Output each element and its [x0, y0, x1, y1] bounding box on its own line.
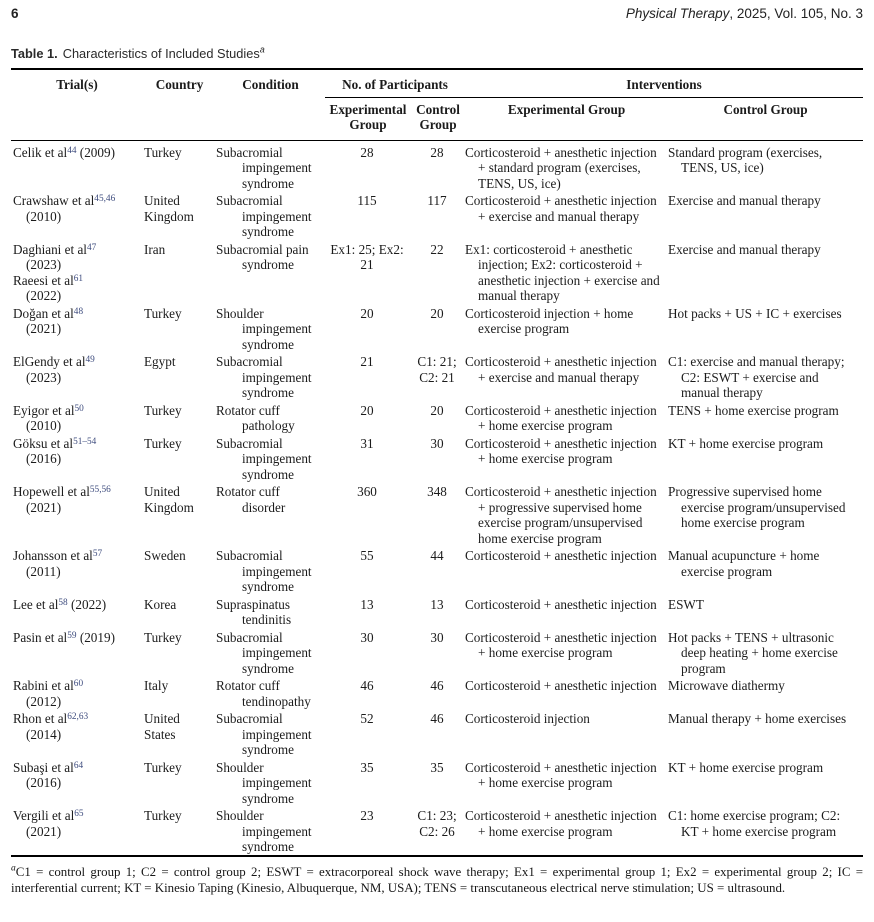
intervention-control-text: Standard program (exercises, TENS, US, ice): [668, 144, 823, 175]
trial-entry: Crawshaw et al$^{45,46}$ (2010): [13, 193, 116, 224]
trial-entry: ElGendy et al$^{49}$ (2023): [13, 354, 95, 385]
n-control-cell: 30: [430, 435, 444, 451]
condition-cell: [216, 434, 325, 483]
trial-cell: [11, 140, 143, 191]
country-cell: Turkey: [144, 435, 182, 451]
n-experimental-cell: 20: [360, 305, 374, 321]
n-control-cell: 46: [430, 711, 444, 726]
condition-cell: [216, 709, 325, 758]
intervention-experimental-text: Corticosteroid + anesthetic injection + home exercise program: [465, 629, 657, 660]
reference-superscript: 60: [73, 679, 84, 689]
n-experimental-cell: 360: [357, 484, 377, 499]
condition-cell: [216, 304, 325, 353]
n-control-cell: 35: [430, 759, 444, 775]
intervention-control-cell: [668, 191, 863, 240]
table-row: [11, 628, 863, 677]
intervention-control-cell: [668, 434, 863, 483]
intervention-experimental-cell: [465, 240, 668, 304]
reference-superscript: 61: [73, 273, 84, 284]
intervention-experimental-cell: [465, 304, 668, 353]
n-experimental-cell: 31: [360, 435, 374, 451]
n-experimental-cell: 55: [360, 548, 374, 563]
condition-cell: [216, 595, 325, 628]
intervention-control-text: Microwave diathermy: [668, 678, 785, 693]
table-row: [11, 758, 863, 807]
reference-superscript: 45,46: [94, 194, 116, 204]
n-control-cell: 28: [430, 144, 444, 160]
trial-entry: Pasin et al$^{59}$ (2019): [13, 629, 115, 645]
intervention-control-cell: [668, 806, 863, 856]
intervention-control-text: C1: home exercise program; C2: KT + home exercise program: [668, 808, 841, 839]
reference-superscript: 62,63: [67, 712, 89, 722]
table-row: [11, 806, 863, 856]
condition-cell: [216, 240, 325, 304]
intervention-experimental-cell: [465, 709, 668, 758]
intervention-control-text: KT + home exercise program: [668, 759, 824, 775]
trial-cell: [11, 758, 143, 807]
condition-text: Subacromial impingement syndrome: [216, 354, 312, 400]
condition-text: Supraspinatus tendinitis: [216, 596, 292, 627]
reference-superscript: 51–54: [73, 436, 97, 447]
n-control-cell: 44: [430, 548, 444, 563]
trial-entry: Celik et al$^{44}$ (2009): [13, 144, 115, 160]
n-experimental-cell: 35: [360, 759, 374, 775]
n-experimental-cell: 13: [360, 596, 374, 612]
n-control-cell: 348: [427, 484, 447, 499]
reference-superscript: 65: [74, 809, 84, 819]
condition-cell: [216, 352, 325, 401]
country-cell: Iran: [144, 241, 166, 257]
intervention-control-cell: [668, 140, 863, 191]
country-cell: United States: [144, 711, 180, 742]
intervention-control-cell: [668, 628, 863, 677]
intervention-control-text: Manual acupuncture + home exercise program: [668, 548, 820, 579]
condition-cell: [216, 628, 325, 677]
condition-text: Shoulder impingement syndrome: [216, 759, 312, 806]
condition-cell: [216, 546, 325, 595]
trial-cell: [11, 352, 143, 401]
trial-cell: [11, 806, 143, 856]
intervention-control-cell: [668, 546, 863, 595]
journal-reference: [626, 6, 863, 21]
trial-entry: Raeesi et al$^{61}$ (2022): [13, 272, 84, 303]
intervention-experimental-text: Corticosteroid injection: [465, 711, 590, 726]
reference-superscript: 47: [86, 242, 97, 253]
reference-superscript: 58: [58, 597, 68, 608]
trial-cell: [11, 240, 143, 304]
trial-cell: [11, 304, 143, 353]
intervention-experimental-cell: [465, 191, 668, 240]
table-row: [11, 546, 863, 595]
intervention-control-text: Progressive supervised home exercise program/unsupervised home exercise program: [668, 484, 846, 530]
condition-cell: [216, 806, 325, 856]
country-cell: Egypt: [144, 354, 176, 369]
intervention-experimental-cell: [465, 546, 668, 595]
n-experimental-cell: 28: [360, 144, 374, 160]
n-experimental-cell: 21: [360, 354, 374, 369]
table-row: [11, 709, 863, 758]
intervention-control-text: Hot packs + US + IC + exercises: [668, 305, 842, 321]
reference-superscript: 49: [85, 355, 95, 365]
trial-entry: Johansson et al$^{57}$ (2011): [13, 548, 103, 579]
header-participants-group: No. of Participants: [325, 69, 465, 97]
n-experimental-cell: 20: [360, 402, 374, 418]
table-row: [11, 676, 863, 709]
header-trial: Trial(s): [56, 77, 98, 92]
condition-text: Rotator cuff tendinopathy: [216, 678, 311, 709]
intervention-experimental-cell: [465, 628, 668, 677]
table-row: [11, 595, 863, 628]
reference-superscript: 48: [73, 306, 84, 317]
reference-superscript: 55,56: [89, 485, 111, 495]
intervention-experimental-text: Corticosteroid + anesthetic injection + exercise and manual therapy: [465, 354, 657, 385]
intervention-control-text: Manual therapy + home exercises: [668, 711, 847, 726]
n-experimental-cell: 30: [360, 629, 374, 645]
header-country: Country: [155, 77, 204, 92]
condition-text: Subacromial impingement syndrome: [216, 629, 312, 676]
intervention-control-cell: [668, 709, 863, 758]
n-control-cell: C1: 23; C2: 26: [417, 808, 457, 839]
intervention-experimental-text: Corticosteroid + anesthetic injection + home exercise program: [465, 808, 657, 839]
n-experimental-cell: Ex1: 25; Ex2: 21: [330, 241, 404, 272]
journal-issue: , 2025, Vol. 105, No. 3: [729, 6, 863, 21]
condition-text: Rotator cuff disorder: [216, 484, 286, 515]
reference-superscript: 59: [67, 630, 77, 641]
n-experimental-cell: 23: [360, 808, 374, 823]
condition-cell: [216, 191, 325, 240]
intervention-control-text: TENS + home exercise program: [668, 402, 839, 418]
intervention-experimental-text: Corticosteroid + anesthetic injection + exercise and manual therapy: [465, 193, 657, 224]
country-cell: Korea: [144, 596, 177, 612]
intervention-control-cell: [668, 676, 863, 709]
condition-text: Subacromial impingement syndrome: [216, 144, 312, 191]
condition-text: Subacromial impingement syndrome: [216, 193, 312, 239]
trial-cell: [11, 401, 143, 434]
n-control-cell: C1: 21; C2: 21: [417, 354, 457, 385]
n-experimental-cell: 46: [360, 678, 374, 693]
condition-text: Subacromial pain syndrome: [216, 241, 309, 272]
intervention-experimental-cell: [465, 401, 668, 434]
country-cell: Turkey: [144, 144, 182, 160]
intervention-control-text: C1: exercise and manual therapy; C2: ESWT + exercise and manual therapy: [668, 354, 845, 400]
header-interventions-experimental: Experimental Group: [507, 101, 626, 117]
country-cell: United Kingdom: [144, 193, 194, 224]
table-row: [11, 191, 863, 240]
trial-entry: Göksu et al$^{51-54}$ (2016): [13, 435, 97, 466]
header-condition: Condition: [242, 77, 299, 92]
intervention-experimental-cell: [465, 352, 668, 401]
table-row: [11, 401, 863, 434]
trial-cell: [11, 546, 143, 595]
table-row: [11, 240, 863, 304]
intervention-control-text: KT + home exercise program: [668, 435, 824, 451]
intervention-experimental-text: Corticosteroid + anesthetic injection + progressive supervised home exercise program/unsupervised home exercise program: [465, 484, 657, 546]
trial-entry: Rabini et al$^{60}$ (2012): [13, 678, 84, 709]
intervention-experimental-cell: [465, 806, 668, 856]
intervention-experimental-cell: [465, 758, 668, 807]
trial-entry: Vergili et al$^{65}$ (2021): [13, 808, 84, 839]
intervention-experimental-text: Corticosteroid + anesthetic injection + home exercise program: [465, 759, 657, 790]
intervention-control-cell: [668, 482, 863, 546]
trial-cell: [11, 595, 143, 628]
trial-entry: Rhon et al$^{62,63}$ (2014): [13, 711, 89, 742]
intervention-control-text: ESWT: [668, 596, 704, 612]
reference-superscript: 57: [92, 549, 103, 559]
intervention-experimental-text: Corticosteroid + anesthetic injection + standard program (exercises, TENS, US, ice): [465, 144, 657, 191]
reference-superscript: 64: [73, 760, 84, 771]
studies-table: [11, 68, 863, 857]
n-control-cell: 13: [430, 596, 444, 612]
caption-footnote-marker: a: [259, 44, 265, 55]
page-number: 6: [11, 6, 19, 21]
n-experimental-cell: 115: [357, 193, 377, 208]
condition-cell: [216, 482, 325, 546]
condition-text: Rotator cuff pathology: [216, 402, 295, 433]
country-cell: Turkey: [144, 759, 182, 775]
intervention-experimental-cell: [465, 676, 668, 709]
condition-cell: [216, 758, 325, 807]
country-cell: Turkey: [144, 305, 182, 321]
table-footnote: [11, 864, 863, 897]
table-caption-text: Characteristics of Included Studies: [62, 46, 260, 61]
intervention-control-text: Hot packs + TENS + ultrasonic deep heating + home exercise program: [668, 629, 838, 676]
header-interventions-group: Interventions: [465, 69, 863, 97]
condition-text: Subacromial impingement syndrome: [216, 435, 312, 482]
footnote-marker: a: [11, 863, 16, 874]
table-row: [11, 304, 863, 353]
trial-entry: Hopewell et al$^{55,56}$ (2021): [13, 484, 111, 515]
table-row: [11, 352, 863, 401]
trial-cell: [11, 709, 143, 758]
intervention-experimental-cell: [465, 482, 668, 546]
intervention-experimental-cell: [465, 140, 668, 191]
intervention-control-text: Exercise and manual therapy: [668, 241, 821, 257]
intervention-control-text: Exercise and manual therapy: [668, 193, 821, 208]
table-body: [11, 140, 863, 856]
header-participants-control: Control Group: [416, 101, 460, 132]
table-row: [11, 482, 863, 546]
header-participants-experimental: Experimental Group: [329, 101, 407, 132]
trial-entry: Eyigor et al$^{50}$ (2010): [13, 402, 84, 433]
country-cell: United Kingdom: [144, 484, 194, 515]
condition-text: Subacromial impingement syndrome: [216, 548, 312, 594]
running-head: [11, 6, 863, 21]
intervention-experimental-text: Ex1: corticosteroid + anesthetic injection; Ex2: corticosteroid + anesthetic injection + exercise and manual therapy: [465, 241, 660, 303]
intervention-experimental-text: Corticosteroid + anesthetic injection: [465, 548, 657, 563]
intervention-control-cell: [668, 595, 863, 628]
table-row: [11, 434, 863, 483]
n-control-cell: 20: [430, 402, 444, 418]
country-cell: Turkey: [144, 808, 182, 823]
trial-cell: [11, 628, 143, 677]
n-control-cell: 22: [430, 241, 444, 257]
intervention-control-cell: [668, 304, 863, 353]
footnote-text: C1 = control group 1; C2 = control group 2; ESWT = extracorporeal shock wave therapy; Ex1 = experimental group 1; Ex2 = experimental group 2; IC = interferential current; KT = Kinesio Taping (Kinesio, Albuquerque, NM, USA); TENS = transcutaneous electrical nerve stimulation; US = ultrasound.: [11, 864, 863, 895]
trial-entry: Subaşi et al$^{64}$ (2016): [13, 759, 84, 790]
condition-cell: [216, 401, 325, 434]
n-control-cell: 30: [430, 629, 444, 645]
intervention-control-cell: [668, 240, 863, 304]
n-control-cell: 46: [430, 678, 444, 693]
n-control-cell: 20: [430, 305, 444, 321]
journal-title: Physical Therapy: [625, 6, 730, 21]
trial-cell: [11, 434, 143, 483]
header-interventions-control: Control Group: [723, 101, 808, 117]
condition-cell: [216, 676, 325, 709]
intervention-control-cell: [668, 352, 863, 401]
trial-cell: [11, 676, 143, 709]
table-caption: [11, 46, 863, 61]
table-header: [11, 69, 863, 140]
condition-text: Shoulder impingement syndrome: [216, 305, 312, 352]
n-control-cell: 117: [427, 193, 447, 208]
country-cell: Turkey: [144, 629, 182, 645]
reference-superscript: 44: [67, 145, 77, 156]
intervention-experimental-text: Corticosteroid + anesthetic injection + home exercise program: [465, 402, 657, 433]
n-experimental-cell: 52: [360, 711, 374, 726]
trial-entry: Daghiani et al$^{47}$ (2023): [13, 241, 97, 272]
intervention-control-cell: [668, 401, 863, 434]
intervention-control-cell: [668, 758, 863, 807]
country-cell: Turkey: [144, 402, 182, 418]
reference-superscript: 50: [74, 403, 84, 414]
intervention-experimental-text: Corticosteroid + anesthetic injection: [465, 678, 657, 693]
intervention-experimental-text: Corticosteroid + anesthetic injection: [465, 596, 657, 612]
intervention-experimental-cell: [465, 595, 668, 628]
trial-entry: Lee et al$^{58}$ (2022): [13, 596, 107, 612]
trial-cell: [11, 191, 143, 240]
intervention-experimental-text: Corticosteroid + anesthetic injection + home exercise program: [465, 435, 657, 466]
table-row: [11, 140, 863, 191]
country-cell: Italy: [144, 678, 169, 693]
condition-cell: [216, 140, 325, 191]
condition-text: Subacromial impingement syndrome: [216, 711, 312, 757]
intervention-experimental-text: Corticosteroid injection + home exercise program: [465, 305, 634, 336]
trial-entry: Doğan et al$^{48}$ (2021): [13, 305, 84, 336]
country-cell: Sweden: [144, 548, 186, 563]
table-caption-label: Table 1.: [11, 46, 58, 61]
trial-cell: [11, 482, 143, 546]
intervention-experimental-cell: [465, 434, 668, 483]
condition-text: Shoulder impingement syndrome: [216, 808, 312, 854]
